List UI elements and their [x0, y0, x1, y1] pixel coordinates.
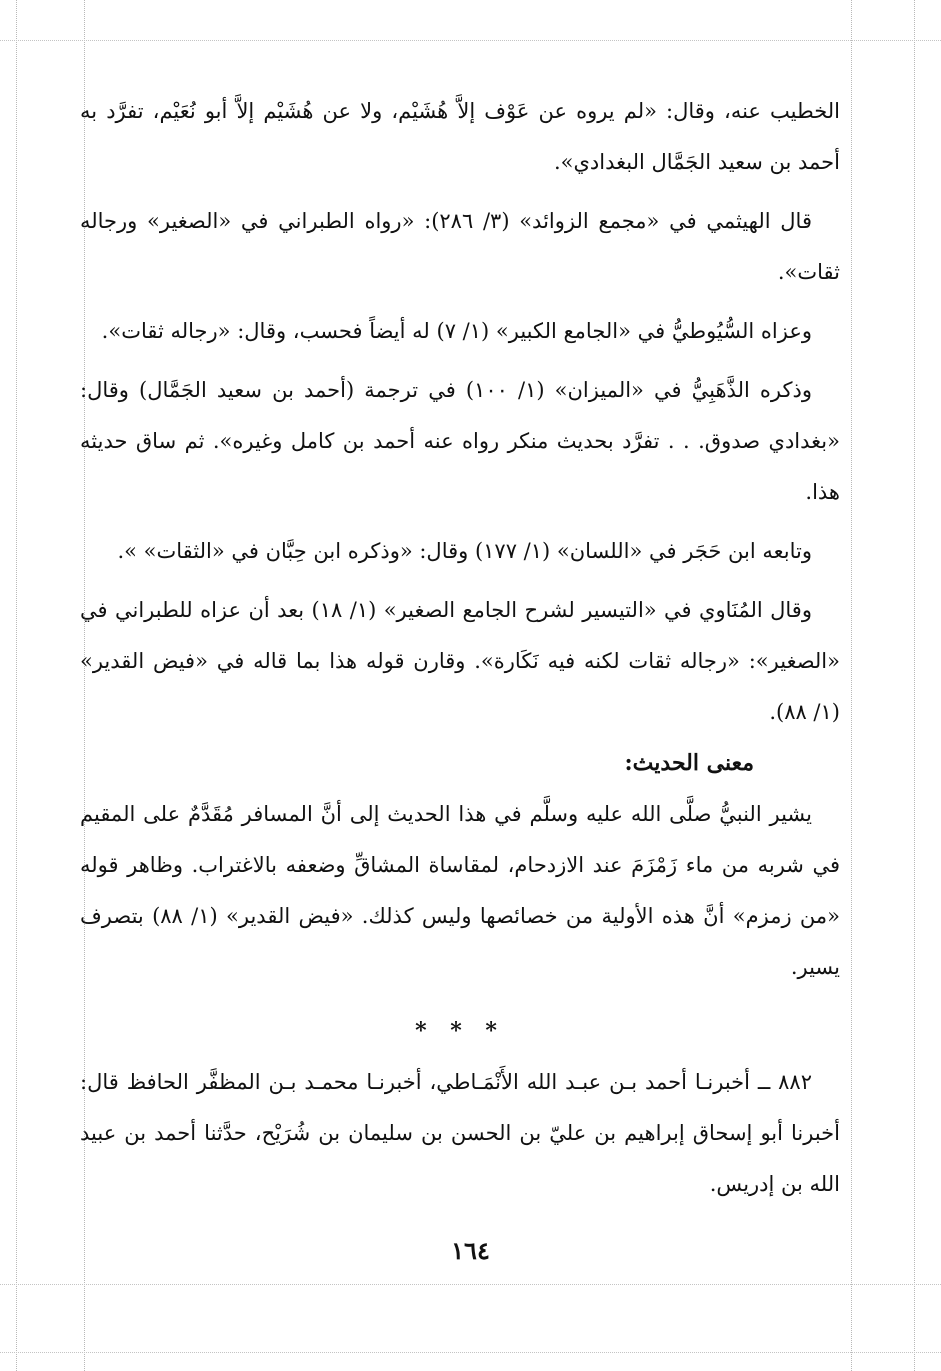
- paragraph: وقال المُنَاوي في «التيسير لشرح الجامع الصغير» (١/ ١٨) بعد أن عزاه للطبراني في «الصغير»: «رجاله ثقات لكنه فيه نَكَارة». وقارن قوله هذا بما قاله في «فيض القدير» (١/ ٨٨).: [80, 598, 840, 724]
- paragraph: قال الهيثمي في «مجمع الزوائد» (٣/ ٢٨٦): «رواه الطبراني في «الصغير» ورجاله ثقات».: [80, 209, 840, 284]
- paragraph: يشير النبيُّ صلَّى الله عليه وسلَّم في هذا الحديث إلى أنَّ المسافر مُقَدَّمٌ على المقيم في شربه من ماء زَمْزَمَ عند الازدحام، لمقاساة المشاقِّ وضعفه بالاغتراب. وظاهر قوله «من زمزم» أنَّ هذه الأولية من خصائصها وليس كذلك. «فيض القدير» (١/ ٨٨) بتصرف يسير.: [80, 802, 840, 979]
- page-number: ١٦٤: [451, 1236, 490, 1265]
- paragraph: وذكره الذَّهَبِيُّ في «الميزان» (١/ ١٠٠) في ترجمة (أحمد بن سعيد الجَمَّال) وقال: «بغدادي صدوق. . . تفرَّد بحديث منكر رواه عنه أحمد بن كامل وغيره». ثم ساق حديثه هذا.: [80, 378, 840, 504]
- paragraph: ٨٨٢ ــ أخبرنـا أحمد بـن عبـد الله الأَنْمَـاطي، أخبرنـا محمـد بـن المظفَّر الحافظ قال: أخبرنا أبو إسحاق إبراهيم بن عليّ بن الحسن بن سليمان بن شُرَيْح، حدَّثنا أحمد بن عبيد الله بن إدريس.: [80, 1070, 840, 1196]
- guide-line: [0, 40, 941, 41]
- separator: * * *: [415, 1018, 505, 1044]
- guide-line: [914, 0, 915, 1371]
- paragraph: الخطيب عنه، وقال: «لم يروه عن عَوْف إلاَّ هُشَيْم، ولا عن هُشَيْم إلاَّ أبو نُعَيْم، تفرَّد به أحمد بن سعيد الجَمَّال البغدادي».: [80, 99, 840, 174]
- section-heading: معنى الحديث:: [624, 750, 754, 776]
- page-body: [80, 86, 840, 1210]
- guide-line: [0, 1352, 941, 1353]
- paragraph: وتابعه ابن حَجَر في «اللسان» (١/ ١٧٧) وقال: «وذكره ابن حِبَّان في «الثقات» ».: [117, 539, 812, 563]
- guide-line: [851, 0, 852, 1371]
- paragraph: وعزاه السُّيُوطيُّ في «الجامع الكبير» (١/ ٧) له أيضاً فحسب، وقال: «رجاله ثقات».: [101, 319, 812, 343]
- guide-line: [16, 0, 17, 1371]
- guide-line: [0, 1284, 941, 1285]
